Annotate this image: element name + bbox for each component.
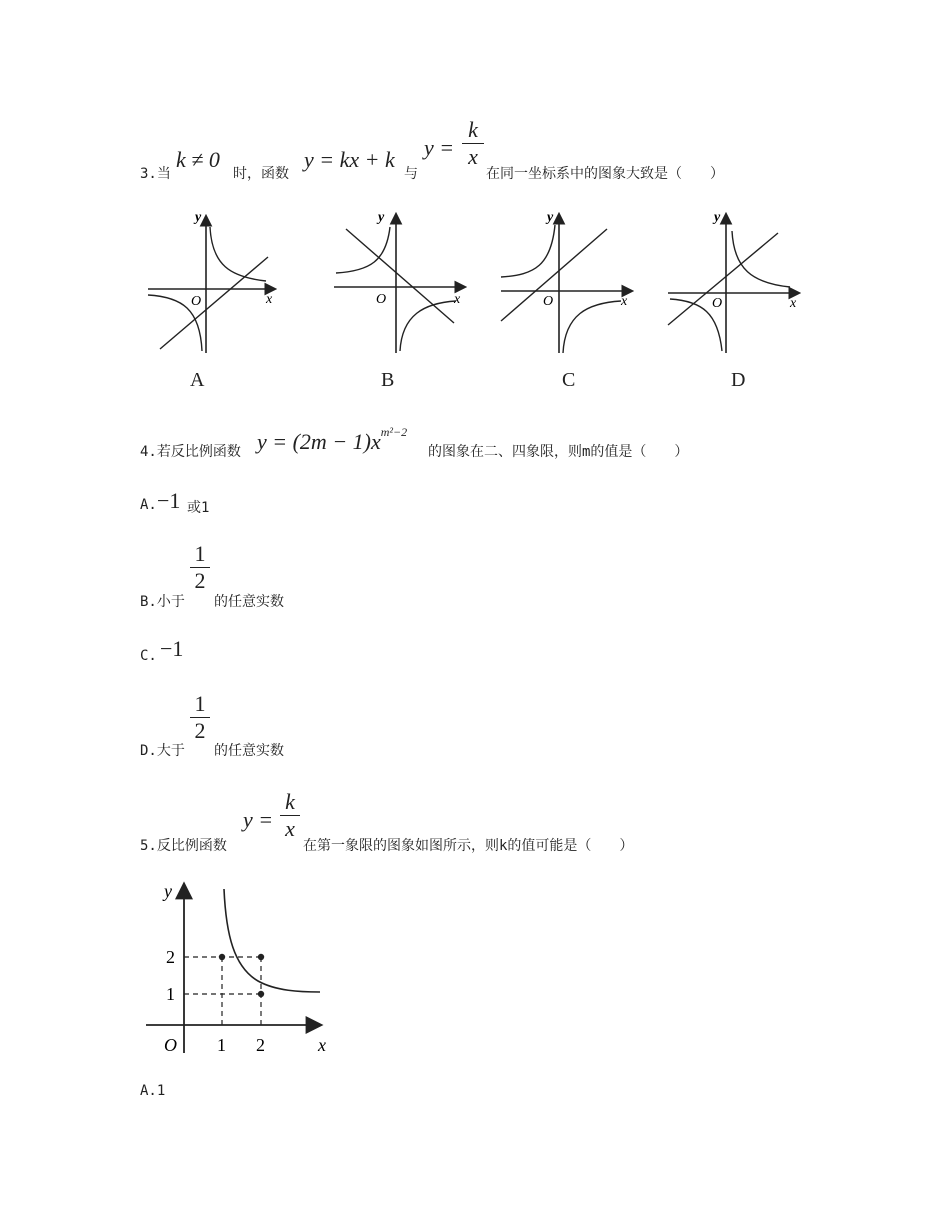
hyperbola-branch-q4	[563, 301, 621, 353]
q5-suffix: 在第一象限的图象如图所示，则k的值可能是（ ）	[303, 838, 634, 854]
q5-function-lhs: y =	[243, 807, 274, 832]
q4-prefix: 4.若反比例函数	[140, 444, 241, 460]
axis-y-label: y	[547, 210, 554, 225]
point-2-1	[258, 991, 264, 997]
x-tick-1: 1	[217, 1035, 226, 1055]
q4-option-d-text: 的任意实数	[214, 743, 284, 759]
q4-function	[257, 425, 407, 455]
q3-graph-c	[497, 205, 637, 355]
q4-suffix: 的图象在二、四象限，则m的值是（ ）	[428, 444, 689, 460]
origin-label: O	[712, 296, 723, 311]
q3-inverse-lhs: y =	[424, 135, 455, 160]
axis-x-label: x	[454, 292, 461, 307]
q3-graph-c-label: C	[562, 369, 576, 391]
q4-option-b-text: 的任意实数	[214, 594, 284, 610]
q4-option-b-denominator: 2	[194, 568, 206, 593]
q4-option-b-label: B.小于	[140, 594, 185, 610]
q4-option-d-fraction	[190, 692, 210, 743]
axis-y-label: y	[714, 210, 721, 225]
axis-x-label: x	[318, 1035, 326, 1055]
q4-option-a-math: −1	[157, 488, 181, 513]
hyperbola-branch-q2	[336, 227, 390, 273]
axis-y-label: y	[378, 210, 385, 225]
axis-x-label: x	[266, 292, 273, 307]
linear-line	[346, 229, 454, 323]
q3-mid-text-1: 时，函数	[233, 166, 289, 182]
q3-condition: k ≠ 0	[176, 147, 220, 172]
origin-label: O	[164, 1035, 177, 1055]
y-tick-2: 2	[166, 947, 175, 967]
q4-option-a-text: 或1	[187, 500, 210, 516]
hyperbola-branch-q2	[501, 225, 555, 277]
hyperbola-branch-q1	[732, 231, 790, 287]
q3-graph-a	[140, 205, 280, 355]
q3-graph-a-label: A	[190, 369, 205, 391]
q3-inverse-numerator: k	[468, 117, 478, 142]
q4-option-d-denominator: 2	[194, 718, 206, 743]
q3-linear-function: y = kx + k	[304, 147, 395, 172]
q4-function-base: y = (2m − 1)x	[257, 429, 381, 454]
y-tick-1: 1	[166, 984, 175, 1004]
origin-label: O	[376, 292, 387, 307]
q3-inverse-fraction	[462, 118, 484, 169]
q5-function-numerator: k	[285, 789, 295, 814]
linear-line	[160, 257, 268, 349]
q3-mid-text-2: 与	[404, 166, 418, 182]
q5-graph	[140, 875, 340, 1065]
q5-function-denominator: x	[285, 816, 295, 841]
q4-option-d-numerator: 1	[194, 691, 206, 716]
origin-label: O	[543, 294, 554, 309]
axis-x-label: x	[790, 296, 797, 311]
q5-prefix: 5.反比例函数	[140, 838, 227, 854]
q3-graph-b	[330, 205, 470, 355]
linear-line	[668, 233, 778, 325]
q5-function-fraction	[280, 790, 300, 841]
q4-option-c-label: C.	[140, 648, 157, 664]
q4-option-d-label: D.大于	[140, 743, 185, 759]
q4-option-c-math: −1	[160, 636, 184, 661]
hyperbola-branch-q4	[400, 301, 456, 351]
axis-y-label: y	[195, 210, 202, 225]
q3-graph-b-label: B	[381, 369, 395, 391]
origin-label: O	[191, 294, 202, 309]
q3-graph-d	[664, 205, 804, 355]
axis-y-label: y	[164, 881, 172, 901]
hyperbola-branch-q1	[210, 227, 266, 281]
q4-option-b-fraction	[190, 542, 210, 593]
q3-suffix: 在同一坐标系中的图象大致是（ ）	[486, 166, 724, 182]
point-2-2	[258, 954, 264, 960]
q3-graph-d-label: D	[731, 369, 746, 391]
q3-prefix: 3.当	[140, 166, 171, 182]
q3-inverse-denominator: x	[468, 144, 478, 169]
point-1-2	[219, 954, 225, 960]
x-tick-2: 2	[256, 1035, 265, 1055]
q5-option-a: A.1	[140, 1083, 166, 1099]
q4-option-b-numerator: 1	[194, 541, 206, 566]
q4-option-a-label: A.	[140, 497, 157, 513]
axis-x-label: x	[621, 294, 628, 309]
hyperbola-curve	[224, 889, 320, 992]
q4-function-exponent: m²−2	[380, 425, 408, 439]
